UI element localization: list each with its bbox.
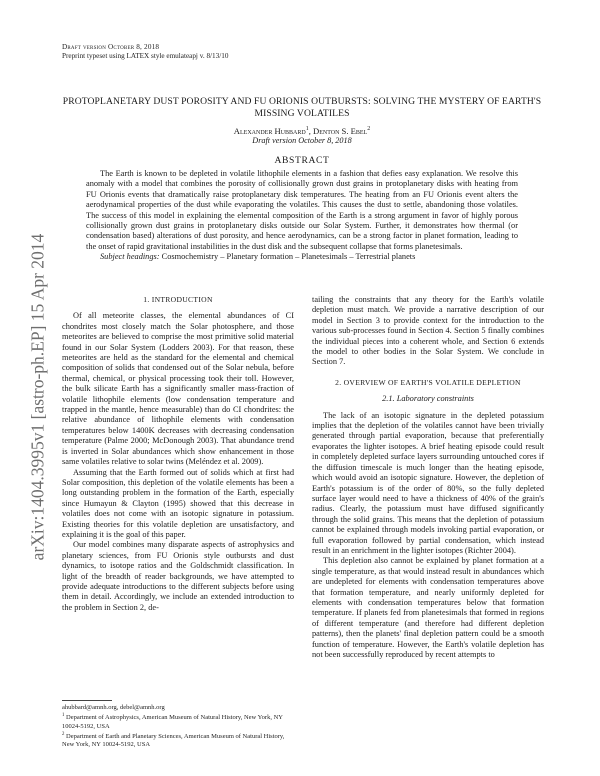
section-1-heading: 1. INTRODUCTION — [143, 295, 213, 304]
paper-title: PROTOPLANETARY DUST POROSITY AND FU ORIONIS OUTBURSTS: SOLVING THE MYSTERY OF EARTH'S MISSING VOLATILES — [62, 96, 542, 119]
abstract-heading: ABSTRACT — [274, 155, 330, 166]
draft-date: Draft version October 8, 2018 — [252, 136, 352, 145]
author-emails: ahubbard@amnh.org, debel@amnh.org — [62, 704, 165, 711]
footnote-1-text: Department of Astrophysics, American Museum of Natural History, New York, NY 10024-5192, USA — [62, 714, 283, 730]
footnote-rule — [62, 700, 112, 701]
author-2: Denton S. Ebel — [312, 125, 368, 136]
intro-paragraph-3: Our model combines many disparate aspects of astrophysics and planetary sciences, from FU Orionis style outbursts and dust dynamics, to isotope ratios and the Goldschmidt classification. In light of the breadth of reader backgrounds, we have attempted to provide adequate introductions to the different subjects before using them in detail. Accordingly, we include an extended introduction to the problem in Section 2, de- — [62, 540, 294, 612]
footnote-2-mark: 2 — [62, 731, 65, 737]
footnote-2-text: Department of Earth and Planetary Sciences, American Museum of Natural History, New York, NY 10024-5192, USA — [62, 732, 285, 749]
draft-version-line: Draft version October 8, 2018 — [62, 43, 160, 51]
subject-headings-label: Subject headings: — [100, 252, 160, 262]
author-2-affiliation-mark: 2 — [367, 126, 371, 132]
author-list — [60, 124, 544, 136]
section-2-paragraph-2: This depletion also cannot be explained by planet formation at a single temperature, as that would instead result in abundances which are undepleted for elements with condensation temperatures above that formation temperature, and nearly uniformly depleted for elements with condensation temperatures below that formation temperature. If planets fed from planetesimals that formed in regions of different temperature (and therefore had different depletion patterns), then the planets' final depletion pattern could be a smooth function of temperature. However, the Earth's volatile depletion has not been successfully reproduced by recent attempts to — [312, 556, 544, 659]
arxiv-stamp-text: arXiv:1404.3995v1 [astro-ph.EP] 15 Apr 2014 — [27, 233, 48, 561]
author-separator: , — [308, 125, 313, 136]
footnote-1-mark: 1 — [62, 713, 65, 719]
author-1-affiliation-mark: 1 — [305, 126, 309, 132]
arxiv-stamp — [27, 192, 49, 602]
intro-paragraph-2: Assuming that the Earth formed out of solids which at first had Solar composition, this depletion of the volatile elements has been a long outstanding problem in the formation of the Earth, especially since Humayun & Clayton (1995) showed that this decrease in volatiles does not come with an isotopic signature in potassium. Existing theories for this volatile depletion are unsatisfactory, and explaining it is the goal of this paper. — [62, 467, 294, 539]
preprint-line: Preprint typeset using LATEX style emulateapj v. 8/13/10 — [62, 52, 229, 60]
right-column — [312, 295, 544, 660]
left-column — [62, 295, 294, 613]
author-1: Alexander Hubbard — [233, 125, 306, 136]
subject-headings-list: Cosmochemistry – Planetary formation – Planetesimals – Terrestrial planets — [161, 252, 416, 262]
footnote-2 — [62, 731, 294, 750]
section-2-paragraph-1: The lack of an isotopic signature in the depleted potassium implies that the depletion of the volatiles cannot have been trivially generated through partial evaporation, because that preferentially evaporates the lighter isotopes. A brief heating episode could result in completely depleted surface layers surrounding untouched cores if the diffusion timescale is much longer than the heating episode, which would avoid an isotopic signature. However, the depletion of Earth's potassium is of the order of 80%, so the fully depleted surface layer would need to have a thickness of 40% of the grain's radius. Clearly, the potassium must have diffused significantly through the solid grains. This means that the depletion of potassium cannot be explained through models invoking partial evaporation, or full evaporation followed by partial condensation, which instead result in an enrichment in the lighter isotopes (Richter 2004). — [312, 410, 544, 555]
abstract-body: The Earth is known to be depleted in volatile lithophile elements in a fashion that defies easy explanation. We resolve this anomaly with a model that combines the porosity of collisionally grown dust grains in protoplanetary disks with heating from FU Orionis events that dramatically raise protoplanetary disk temperatures. The heating from an FU Orionis event alters the aerodynamical properties of the dust while evaporating the volatiles. This causes the dust to settle, abandoning those volatiles. The success of this model in explaining the elemental composition of the Earth is a strong argument in favor of highly porous collisionally grown dust grains in protoplanetary disks outside our Solar System. Further, it demonstrates how thermal (or condensation based) alterations of dust porosity, and hence aerodynamics, can be a strong factor in planet formation, leading to the onset of rapid gravitational instabilities in the dust disk and the subsequent collapse that forms planetesimals. — [86, 169, 518, 251]
intro-paragraph-1: Of all meteorite classes, the elemental abundances of CI chondrites most closely match the Solar photosphere, and those meteorites are believed to comprise the most primitive solid material found in our Solar System (Lodders 2003). For that reason, these meteorites are held as the standard for the elemental and chemical composition of solids that condensed out of the Solar nebula, before thermal, chemical, or physical processing took their toll. However, the bulk silicate Earth has a significantly smaller mass-fraction of volatile lithophile elements (low condensation temperature and trapped in the mantle, hence measurable) than do CI chondrites: the relative abundance of lithophile elements with condensation temperatures below 1400K decreases with decreasing condensation temperature (Palme 2000; McDonough 2003). That abundance trend is inverted in Solar abundances which show enhancement in those same volatiles relative to solar twins (Meléndez et al. 2009). — [62, 311, 294, 467]
subject-headings — [86, 252, 518, 262]
footnote-1 — [62, 712, 294, 731]
subsection-2-1-heading: 2.1. Laboratory constraints — [382, 394, 474, 404]
section-2-heading: 2. OVERVIEW OF EARTH'S VOLATILE DEPLETION — [335, 377, 521, 387]
intro-paragraph-3-continued: tailing the constraints that any theory for the Earth's volatile depletion must match. We provide a narrative description of our model in Section 3 to provide context for the introduction to the various sub-processes found in Section 4. Section 5 finally combines the individual pieces into a coherent whole, and Section 6 extends the model to other bodies in the Solar System. We conclude in Section 7. — [312, 295, 544, 367]
abstract-block — [86, 169, 518, 263]
running-header — [62, 43, 228, 61]
footnotes — [62, 700, 294, 749]
